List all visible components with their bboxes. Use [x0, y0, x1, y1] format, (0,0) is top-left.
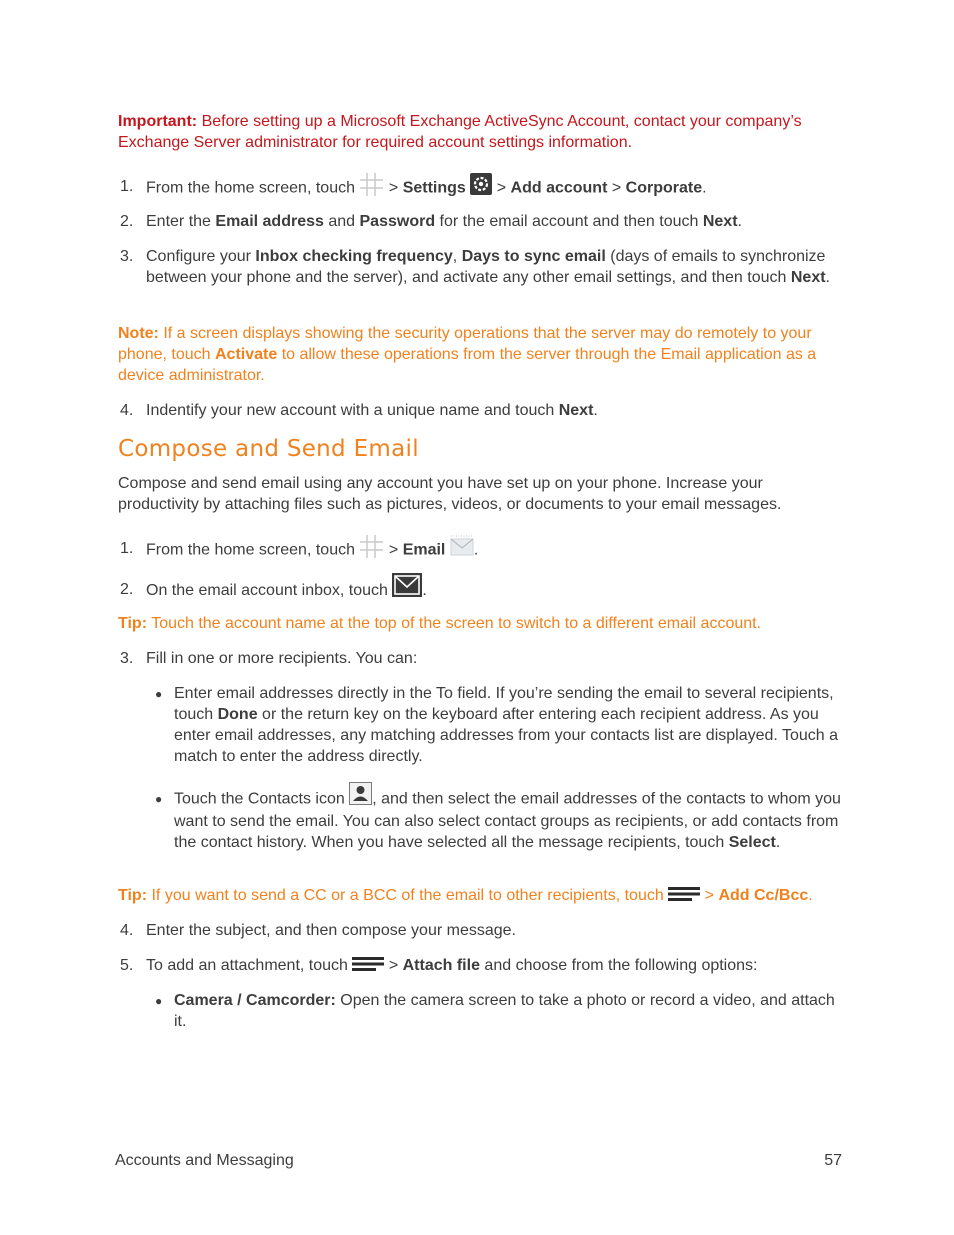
- step-number: 1.: [120, 178, 134, 195]
- step-3-text: Configure your Inbox checking frequency, Days to sync email (days of emails to synchronize between your phone and the server), and activate any other email settings, and then touch Next.: [146, 248, 830, 286]
- tip-callout: Tip: Touch the account name at the top of the screen to switch to a different email account.: [118, 615, 762, 632]
- footer-section-title: Accounts and Messaging: [115, 1152, 294, 1169]
- apps-grid-icon: [359, 172, 384, 197]
- section-heading-wrap: [118, 435, 848, 463]
- settings-gear-icon: [470, 173, 492, 195]
- menu-icon: [352, 956, 384, 972]
- step-number: 2.: [120, 581, 134, 598]
- email-app-icon: [450, 534, 474, 558]
- compose-step-2-text: On the email account inbox, touch .: [146, 579, 846, 603]
- bullet-1-text: Enter email addresses directly in the To field. If you’re sending the email to several recipients, touch Done or the return key on the keyboard after entering each recipient address. As you enter email addresses, any matching addresses from your contacts list are displayed. Touch a match to enter the address directly.: [174, 685, 839, 765]
- important-note: [118, 111, 848, 153]
- step-number: 1.: [120, 540, 134, 557]
- tip-callout: Tip: If you want to send a CC or a BCC of the email to other recipients, touch > Add Cc/Bcc.: [118, 887, 813, 904]
- section-heading: Compose and Send Email: [118, 436, 419, 462]
- step-number: 2.: [120, 213, 134, 230]
- bullet-2-text: Touch the Contacts icon , and then select the email addresses of the contacts to whom you want to send the email. You can also select contact groups as recipients, or add contacts from the contact history. When you have selected all the message recipients, touch Select.: [174, 788, 846, 853]
- important-text: Before setting up a Microsoft Exchange ActiveSync Account, contact your company’s Exchange Server administrator for required account settings information.: [118, 113, 802, 151]
- tip-label: Tip:: [118, 615, 148, 632]
- menu-icon: [668, 886, 700, 902]
- page-number: 57: [824, 1152, 842, 1169]
- apps-grid-icon: [359, 534, 384, 559]
- step-number: 5.: [120, 957, 134, 974]
- compose-mail-icon: [392, 573, 422, 597]
- step-4-text: Indentify your new account with a unique name and touch Next.: [146, 402, 598, 419]
- compose-step-1-text: From the home screen, touch > Email .: [146, 538, 846, 563]
- tip-label: Tip:: [118, 887, 148, 904]
- bullet-3-text: Camera / Camcorder: Open the camera screen to take a photo or record a video, and attach it.: [174, 992, 835, 1030]
- step-2-text: Enter the Email address and Password for the email account and then touch Next.: [146, 213, 742, 230]
- note-label: Note:: [118, 325, 159, 342]
- compose-step-3-text: Fill in one or more recipients. You can:: [146, 650, 418, 667]
- step-number: 3.: [120, 650, 134, 667]
- important-label: Important:: [118, 113, 198, 130]
- bullet-dot: ●: [155, 994, 163, 1008]
- step-number: 3.: [120, 248, 134, 265]
- step-number: 4.: [120, 922, 134, 939]
- contacts-icon: [349, 782, 372, 805]
- note-callout: Note: If a screen displays showing the security operations that the server may do remotely to your phone, touch Activate to allow these operations from the server through the Email application as a device administrator.: [118, 325, 817, 384]
- compose-step-4-text: Enter the subject, and then compose your message.: [146, 922, 516, 939]
- bullet-dot: ●: [155, 687, 163, 701]
- step-number: 4.: [120, 402, 134, 419]
- section-intro: Compose and send email using any account you have set up on your phone. Increase your productivity by attaching files such as pictures, videos, or documents to your email messages.: [118, 475, 782, 513]
- compose-step-5-text: To add an attachment, touch > Attach file and choose from the following options:: [146, 957, 758, 974]
- step-1-text: From the home screen, touch > Settings > Add account > Corporate.: [146, 176, 846, 201]
- bullet-dot: ●: [155, 792, 163, 806]
